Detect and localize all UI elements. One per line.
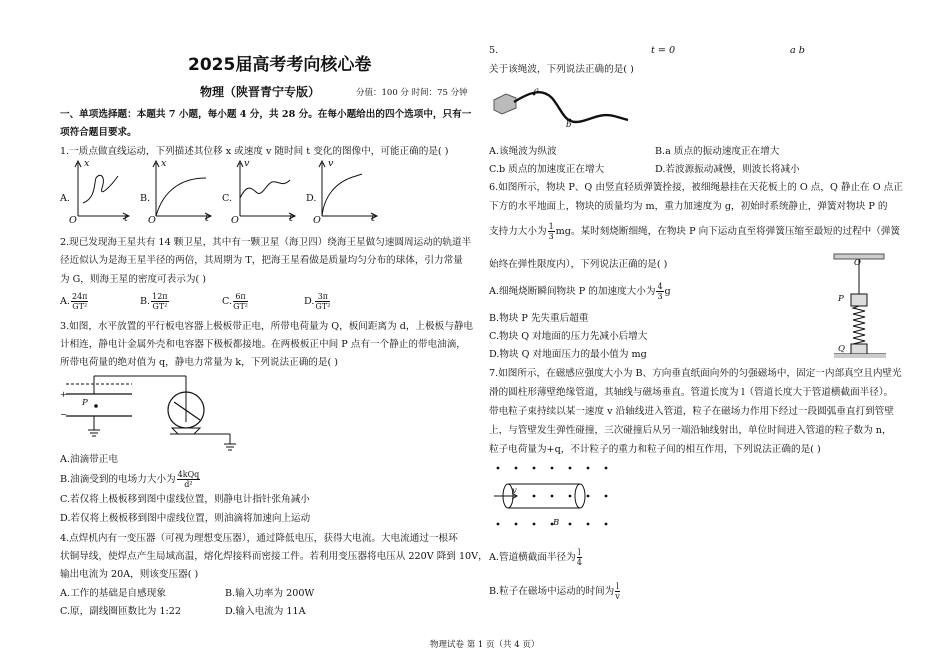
q6-line1: 6.如图所示，物块 P、Q 由竖直轻质弹簧拴接，被细绳悬挂在天花板上的 O 点，Q 静止在 O 点正 xyxy=(489,182,903,193)
page-title: 2025届高考考向核心卷 xyxy=(188,55,372,75)
q6-line2: 下方的水平地面上，物块的质量均为 m，重力加速度为 g，初始时系统静止，弹簧对物块 P 的 xyxy=(489,201,888,212)
q3-capacitor-figure xyxy=(60,372,245,452)
exam-meta: 分值：100 分 时间：75 分钟 xyxy=(356,88,468,98)
q1-stem: 1.一质点做直线运动，下列描述其位移 x 或速度 v 随时间 t 变化的图像中，可能正确的是( ) xyxy=(60,146,449,157)
q4-option-c: C.原，副线圈匝数比为 1:22 xyxy=(60,606,181,617)
q5-ab: a b xyxy=(790,45,805,56)
field-dot xyxy=(569,495,572,498)
q7-line4: 上，与管壁发生弹性碰撞，三次碰撞后从另一端沿轴线射出，单位时间进入管道的粒子数为 n， xyxy=(489,425,892,436)
q7-label-b: B xyxy=(553,518,560,528)
q3-plus-sign: + xyxy=(60,390,68,400)
field-dot xyxy=(551,467,554,470)
q7-label-v: v xyxy=(512,486,517,496)
q6-option-b: B.物块 P 先失重后超重 xyxy=(489,313,589,324)
field-dot xyxy=(497,467,500,470)
q5-option-b: B.a 质点的振动速度正在增大 xyxy=(655,146,780,157)
q4-line3: 输出电流为 20A，则该变压器( ) xyxy=(60,569,199,580)
field-dot xyxy=(533,467,536,470)
q5-line2: 关于该绳波，下列说法正确的是( ) xyxy=(489,64,634,75)
q2-option-a: A. $\frac{24\pi}{\text{GT²}}$ xyxy=(60,292,88,311)
q5-t0: t = 0 xyxy=(651,45,676,56)
q6-line3: 支持力大小为 $\frac{1}{3}$ mg。某时刻烧断细绳，在物块 P 向下运动直至将弹簧压缩至最短的过程中（弹簧 xyxy=(489,222,901,241)
field-dot xyxy=(569,467,572,470)
q2-option-c: C. $\frac{6\pi}{\text{GT²}}$ xyxy=(222,292,248,311)
q2-line1: 2.现已发现海王星共有 14 颗卫星，其中有一颗卫星（海卫四）绕海王星做匀速圆周运动的轨道半 xyxy=(60,237,472,248)
q3-minus-sign: − xyxy=(60,410,68,420)
q4-option-d: D.输入电流为 11A xyxy=(225,606,306,617)
q1-option-label: D. xyxy=(306,193,317,204)
field-dot xyxy=(605,467,608,470)
q3-point-p: P xyxy=(82,398,88,408)
field-dot xyxy=(533,495,536,498)
field-dot xyxy=(515,467,518,470)
q6-option-a: A.细绳烧断瞬间物块 P 的加速度大小为 $\frac{4}{3}$ g xyxy=(489,282,671,301)
q1-c-xlabel: t xyxy=(289,213,293,224)
section-heading: 一、单项选择题：本题共 7 小题，每小题 4 分，共 28 分。在每小题给出的四个选项中，只有一 xyxy=(60,109,472,120)
q7-option-a: A.管道横截面半径为 $\frac{l}{4}$ xyxy=(489,548,582,567)
q1-b-xlabel: t xyxy=(205,213,209,224)
field-dot xyxy=(605,523,608,526)
page-footer: 物理试卷 第 1 页（共 4 页） xyxy=(430,640,540,650)
q1-c-ylabel: v xyxy=(244,158,250,169)
q3-option-d: D.若仅将上极板移到图中虚线位置，则油滴将加速向上运动 xyxy=(60,513,311,524)
q1-d-ylabel: v xyxy=(328,158,334,169)
q7-pipe-figure xyxy=(492,462,612,532)
field-dot xyxy=(533,523,536,526)
q4-option-a: A.工作的基础是自感现象 xyxy=(60,588,166,599)
q6-option-d: D.物块 Q 对地面压力的最小值为 mg xyxy=(489,349,647,360)
q6-label-q: Q xyxy=(838,344,845,354)
q7-option-b: B.粒子在磁场中运动的时间为 $\frac{l}{v}$ xyxy=(489,582,620,601)
q4-line1: 4.点焊机内有一变压器（可视为理想变压器），通过降低电压，获得大电流。大电流通过一根环 xyxy=(60,533,458,544)
q3-option-a: A.油滴带正电 xyxy=(60,454,118,465)
field-dot xyxy=(515,523,518,526)
page-subtitle: 物理（陕晋青宁专版） xyxy=(200,85,321,99)
q3-option-b: B.油滴受到的电场力大小为 $\frac{\text{4kQq}}{\text{d²}}$ xyxy=(60,470,200,489)
field-dot xyxy=(605,495,608,498)
q5-label-b: b xyxy=(566,120,572,130)
field-dot xyxy=(551,495,554,498)
field-dot xyxy=(569,523,572,526)
field-dot xyxy=(587,523,590,526)
q4-option-b: B.输入功率为 200W xyxy=(225,588,315,599)
q5-option-d: D.若波源振动减慢，则波长将减小 xyxy=(655,164,800,175)
q7-line2: 滑的圆柱形薄壁绝缘管道，其轴线与磁场垂直。管道长度为 l（管道长度大于管道横截面半径）。 xyxy=(489,387,894,398)
q2-line2: 径近似认为是海王星半径的两倍，其周期为 T，把海王星看做是质量均匀分布的球体，引力常量 xyxy=(60,255,463,266)
q5-option-c: C.b 质点的加速度正在增大 xyxy=(489,164,605,175)
q6-line4: 始终在弹性限度内），下列说法正确的是( ) xyxy=(489,259,668,270)
q1-c-origin: O xyxy=(231,215,239,226)
q7-line1: 7.如图所示，在磁感应强度大小为 B、方向垂直纸面向外的匀强磁场中，固定一内部真空且内壁光 xyxy=(489,368,902,379)
q2-line3: 为 G，则海王星的密度可表示为( ) xyxy=(60,274,206,285)
q2-option-b: B. $\frac{12\pi}{\text{GT²}}$ xyxy=(140,292,168,311)
q1-option-label: C. xyxy=(222,193,233,204)
q6-label-o: O xyxy=(854,258,861,268)
q1-a-xlabel: t xyxy=(124,213,128,224)
q5-line1: 5. xyxy=(489,45,499,56)
field-dot xyxy=(587,495,590,498)
q1-b-ylabel: x xyxy=(161,158,167,169)
q1-b-origin: O xyxy=(148,215,156,226)
q3-line2: 计相连，静电计金属外壳和电容器下极板都接地。在两极板正中间 P 点有一个静止的带电油滴， xyxy=(60,339,466,350)
q1-d-xlabel: t xyxy=(371,213,375,224)
field-dot xyxy=(497,523,500,526)
q2-option-d: D. $\frac{3\pi}{\text{GT²}}$ xyxy=(304,292,331,311)
q1-d-origin: O xyxy=(313,215,321,226)
q1-option-label: A. xyxy=(60,193,70,204)
q4-line2: 状铜导线，使焊点产生局域高温，熔化焊接料而密接工件。若利用变压器将电压从 220V 降到 10V， xyxy=(60,551,488,562)
q1-option-label: B. xyxy=(140,193,151,204)
field-dot xyxy=(587,467,590,470)
q3-line1: 3.如图，水平放置的平行板电容器上极板带正电，所带电荷量为 Q，板间距离为 d，上极板与静电 xyxy=(60,321,474,332)
q7-line3: 带电粒子束持续以某一速度 v 沿轴线进入管道，粒子在磁场力作用下经过一段圆弧垂直打到管壁 xyxy=(489,406,894,417)
q1-a-origin: O xyxy=(69,215,77,226)
q3-line3: 所带电荷量的绝对值为 q，静电力常量为 k，下列说法正确的是( ) xyxy=(60,357,339,368)
section-heading-cont: 项符合题目要求。 xyxy=(60,127,137,138)
q7-line5: 粒子电荷量为+q，不计粒子的重力和粒子间的相互作用，下列说法正确的是( ) xyxy=(489,444,821,455)
q3-option-c: C.若仅将上极板移到图中虚线位置，则静电计指针张角减小 xyxy=(60,494,310,505)
q6-label-p: P xyxy=(838,294,844,304)
q6-option-c: C.物块 Q 对地面的压力先减小后增大 xyxy=(489,331,648,342)
q5-rope-wave-figure xyxy=(490,82,630,142)
q5-label-a: a xyxy=(534,86,540,96)
q5-option-a: A.该绳波为纵波 xyxy=(489,146,557,157)
q1-a-ylabel: x xyxy=(84,158,90,169)
